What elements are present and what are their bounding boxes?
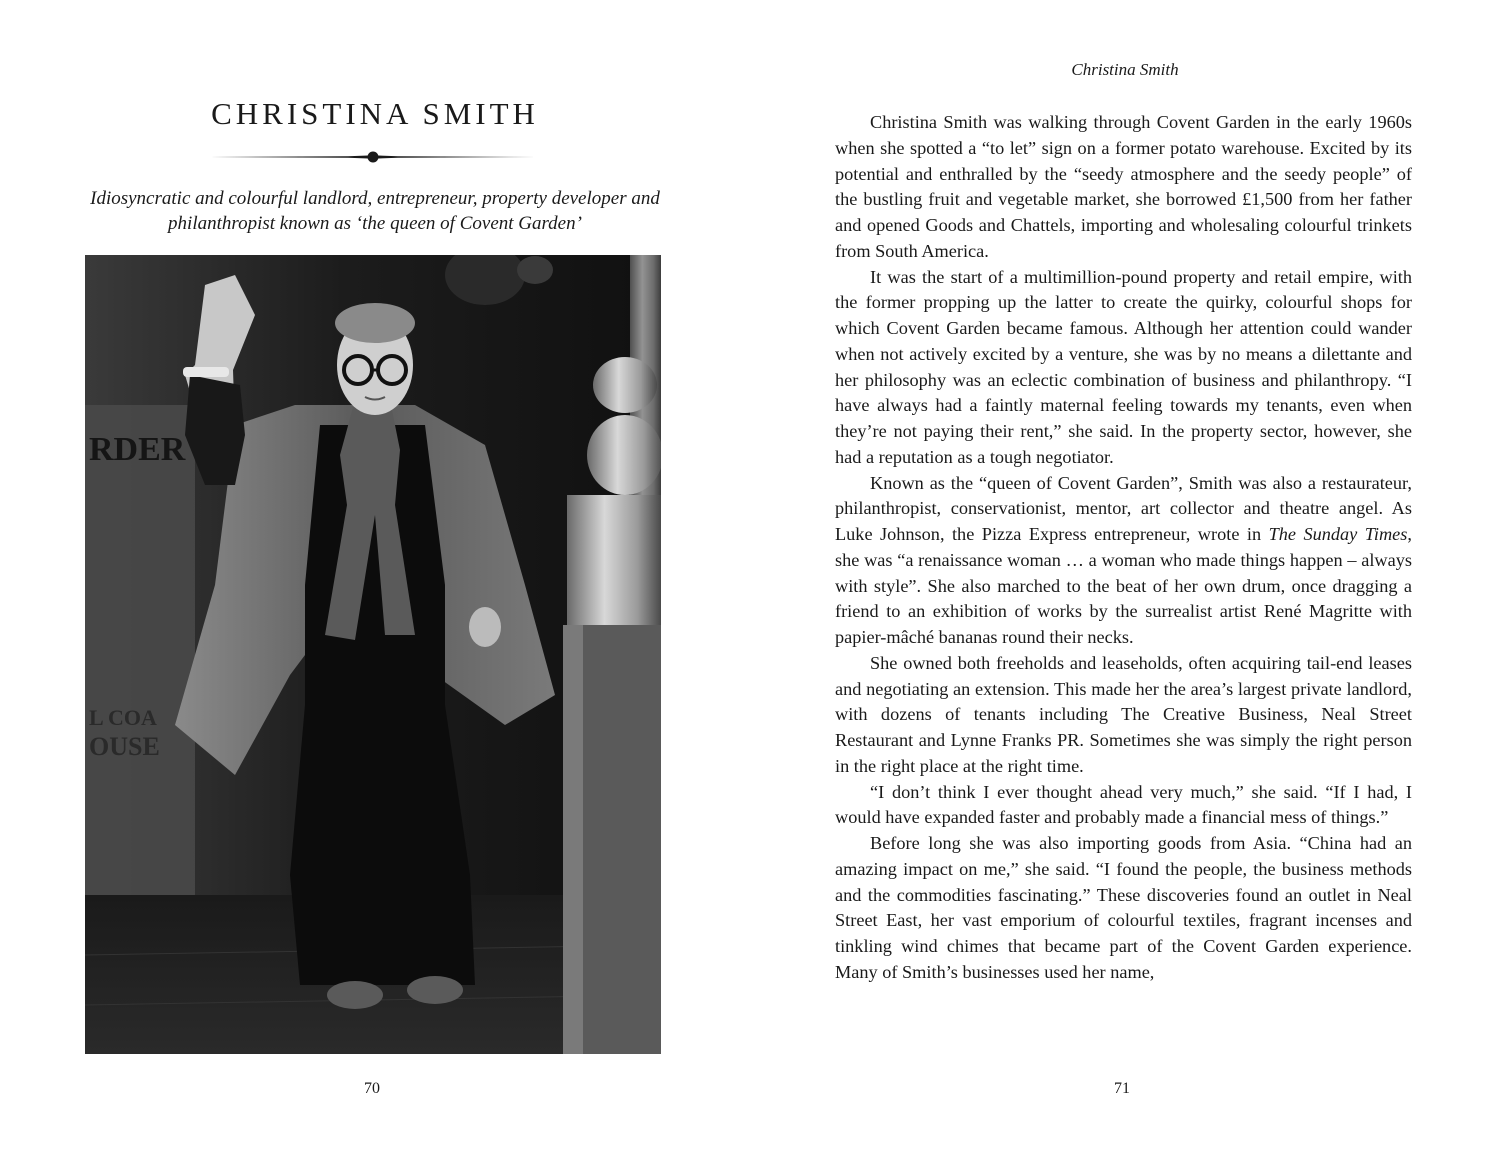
paragraph (835, 471, 1412, 651)
right-page (750, 0, 1500, 1153)
title-ornament (208, 148, 538, 166)
paragraph-text: , she was “a renaissance woman … a woman who made things happen – always with style”. She also marched to the beat of her own drum, once dragging a friend to an exhibition of works by the surrealist artist René Magritte with papier-mâché bananas round their necks. (835, 524, 1412, 647)
paragraph: Christina Smith was walking through Covent Garden in the early 1960s when she spotted a “to let” sign on a former potato warehouse. Excited by its potential and enthralled by the “seedy atmosphere and the seedy people” of the bustling fruit and vegetable market, she borrowed £1,500 from her father and opened Goods and Chattels, importing and wholesaling colourful trinkets from South America. (835, 112, 1412, 261)
chapter-subtitle: Idiosyncratic and colourful landlord, entrepreneur, property developer and philanthropist known as ‘the queen of Covent Garden’ (90, 188, 660, 234)
paragraph-text: Known as the “queen of Covent Garden”, Smith was also a restaurateur, philanthropist, conservationist, mentor, art collector and theatre angel. As Luke Johnson, the Pizza Express entrepreneur, wrote in (835, 472, 1412, 544)
body-text (835, 110, 1412, 986)
paragraph: “I don’t think I ever thought ahead very much,” she said. “If I had, I would have expanded faster and probably made a financial mess of things.” (835, 781, 1412, 828)
poster-text: L COA (89, 705, 157, 730)
poster-text: OUSE (89, 732, 160, 761)
page-number: 71 (1114, 1080, 1130, 1097)
portrait-illustration (85, 255, 661, 1054)
running-head: Christina Smith (1071, 60, 1179, 79)
poster-text: RDER (89, 431, 186, 468)
page-number: 70 (364, 1080, 380, 1097)
chapter-title: CHRISTINA SMITH (211, 96, 539, 131)
paragraph: She owned both freeholds and leaseholds, often acquiring tail-end leases and negotiating an extension. This made her the area’s largest private landlord, with dozens of tenants including The Creative Business, Neal Street Restaurant and Lynne Franks PR. Sometimes she was simply the right person in the right place at the right time. (835, 652, 1412, 776)
paragraph: Before long she was also importing goods from Asia. “China had an amazing impact on me,” she said. “I found the people, the business methods and the commodities fascinating.” These discoveries found an outlet in Neal Street East, her vast emporium of colourful textiles, fragrant incenses and tinkling wind chimes that became part of the Covent Garden experience. Many of Smith’s businesses used her name, (835, 833, 1412, 982)
paragraph: It was the start of a multimillion-pound property and retail empire, with the former propping up the latter to create the quirky, colourful shops for which Covent Garden became famous. Although her attention could wander when not actively excited by a venture, she was by no means a dilettante and her philosophy was an eclectic combination of business and philanthropy. “I have always had a faintly maternal feeling towards my tenants, even when they’re not paying their rent,” she said. In the property sector, however, she had a reputation as a tough negotiator. (835, 266, 1412, 467)
portrait-photo (85, 255, 661, 1054)
newspaper-title: The Sunday Times (1268, 524, 1408, 544)
